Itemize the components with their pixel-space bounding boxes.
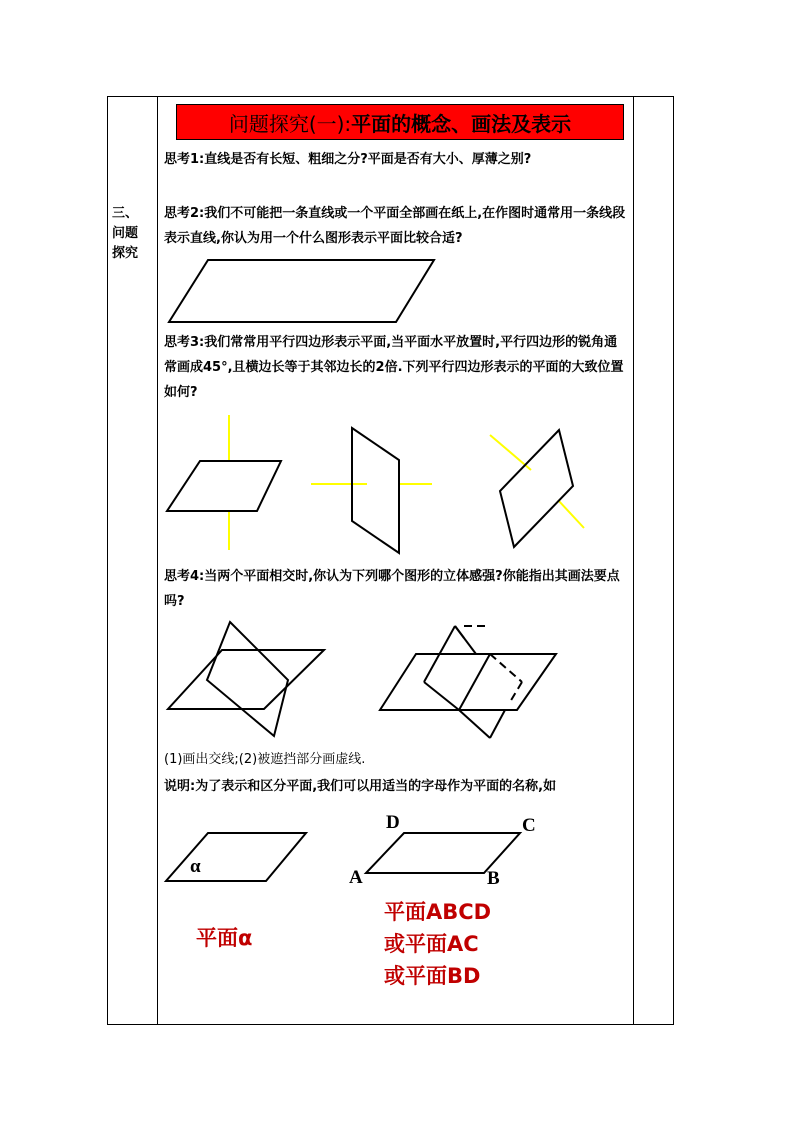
plane-name-alpha: 平面α <box>196 926 253 950</box>
label-c: C <box>522 815 536 836</box>
label-a: A <box>349 867 363 888</box>
question-2: 思考2:我们不可能把一条直线或一个平面全部画在纸上,在作图时通常用一条线段表示直线,你认为用一个什么图形表示平面比较合适? <box>164 206 626 246</box>
question-4: 思考4:当两个平面相交时,你认为下列哪个图形的立体感强?你能指出其画法要点吗? <box>164 569 620 609</box>
question-1: 思考1:直线是否有长短、粗细之分?平面是否有大小、厚薄之别? <box>164 152 532 167</box>
section-label-line: 三、 <box>112 206 139 221</box>
label-alpha: α <box>190 856 201 877</box>
banner-prefix: 问题探究(一): <box>228 111 352 136</box>
section-label-line: 探究 <box>112 246 139 261</box>
label-b: B <box>487 868 500 889</box>
plane-name-abcd: 平面ABCD <box>384 900 492 924</box>
label-d: D <box>386 812 400 833</box>
section-label-line: 问题 <box>112 226 139 241</box>
plane-name-ac: 或平面AC <box>384 932 479 956</box>
naming-explanation: 说明:为了表示和区分平面,我们可以用适当的字母作为平面的名称,如 <box>164 779 557 794</box>
plane-name-bd: 或平面BD <box>384 964 481 988</box>
drawing-tips: (1)画出交线;(2)被遮挡部分画虚线. <box>164 752 366 767</box>
banner-topic: 平面的概念、画法及表示 <box>351 111 572 136</box>
question-3: 思考3:我们常常用平行四边形表示平面,当平面水平放置时,平行四边形的锐角通常画成45°,且横边长等于其邻边长的2倍.下列平行四边形表示的平面的大致位置如何? <box>164 335 624 400</box>
